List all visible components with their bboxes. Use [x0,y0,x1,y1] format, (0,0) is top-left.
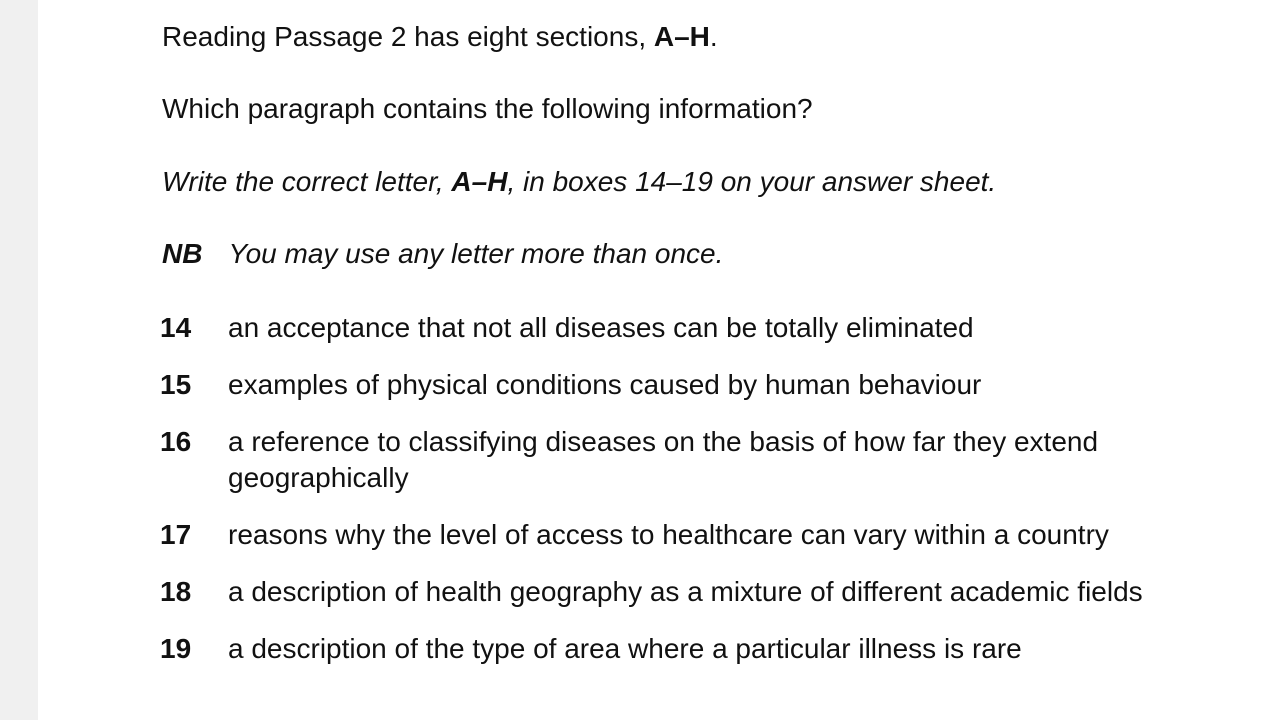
passage-intro-suffix: . [709,21,718,52]
question-number: 14 [160,312,192,343]
passage-intro-text: Reading Passage 2 has eight sections, [162,21,654,52]
answer-instruction-text: Write the correct letter, [162,166,452,197]
section-range: A–H [653,21,710,52]
question-number: 19 [160,633,192,664]
passage-intro [162,19,718,55]
letter-range: A–H [451,166,508,197]
nb-note [162,236,723,272]
question-number: 16 [160,426,192,457]
question-text: an acceptance that not all diseases can be totally eliminated [228,312,974,343]
question-text: a description of health geography as a mixture of different academic fields [228,576,1143,607]
answer-instruction-suffix: , in boxes 14–19 on your answer sheet. [507,166,997,197]
question-number: 18 [160,576,192,607]
nb-label: NB [162,238,203,269]
nb-text: You may use any letter more than once. [228,238,724,269]
question-number: 15 [160,369,192,400]
question-text: a reference to classifying diseases on the basis of how far they extend geographically [228,426,1099,493]
question-number: 17 [160,519,192,550]
question-text: a description of the type of area where a particular illness is rare [228,633,1022,664]
answer-instruction [162,164,996,200]
document-page [38,0,1280,720]
question-text: examples of physical conditions caused by human behaviour [228,369,982,400]
question-text: reasons why the level of access to healthcare can vary within a country [228,519,1109,550]
question-prompt: Which paragraph contains the following information? [162,93,813,124]
